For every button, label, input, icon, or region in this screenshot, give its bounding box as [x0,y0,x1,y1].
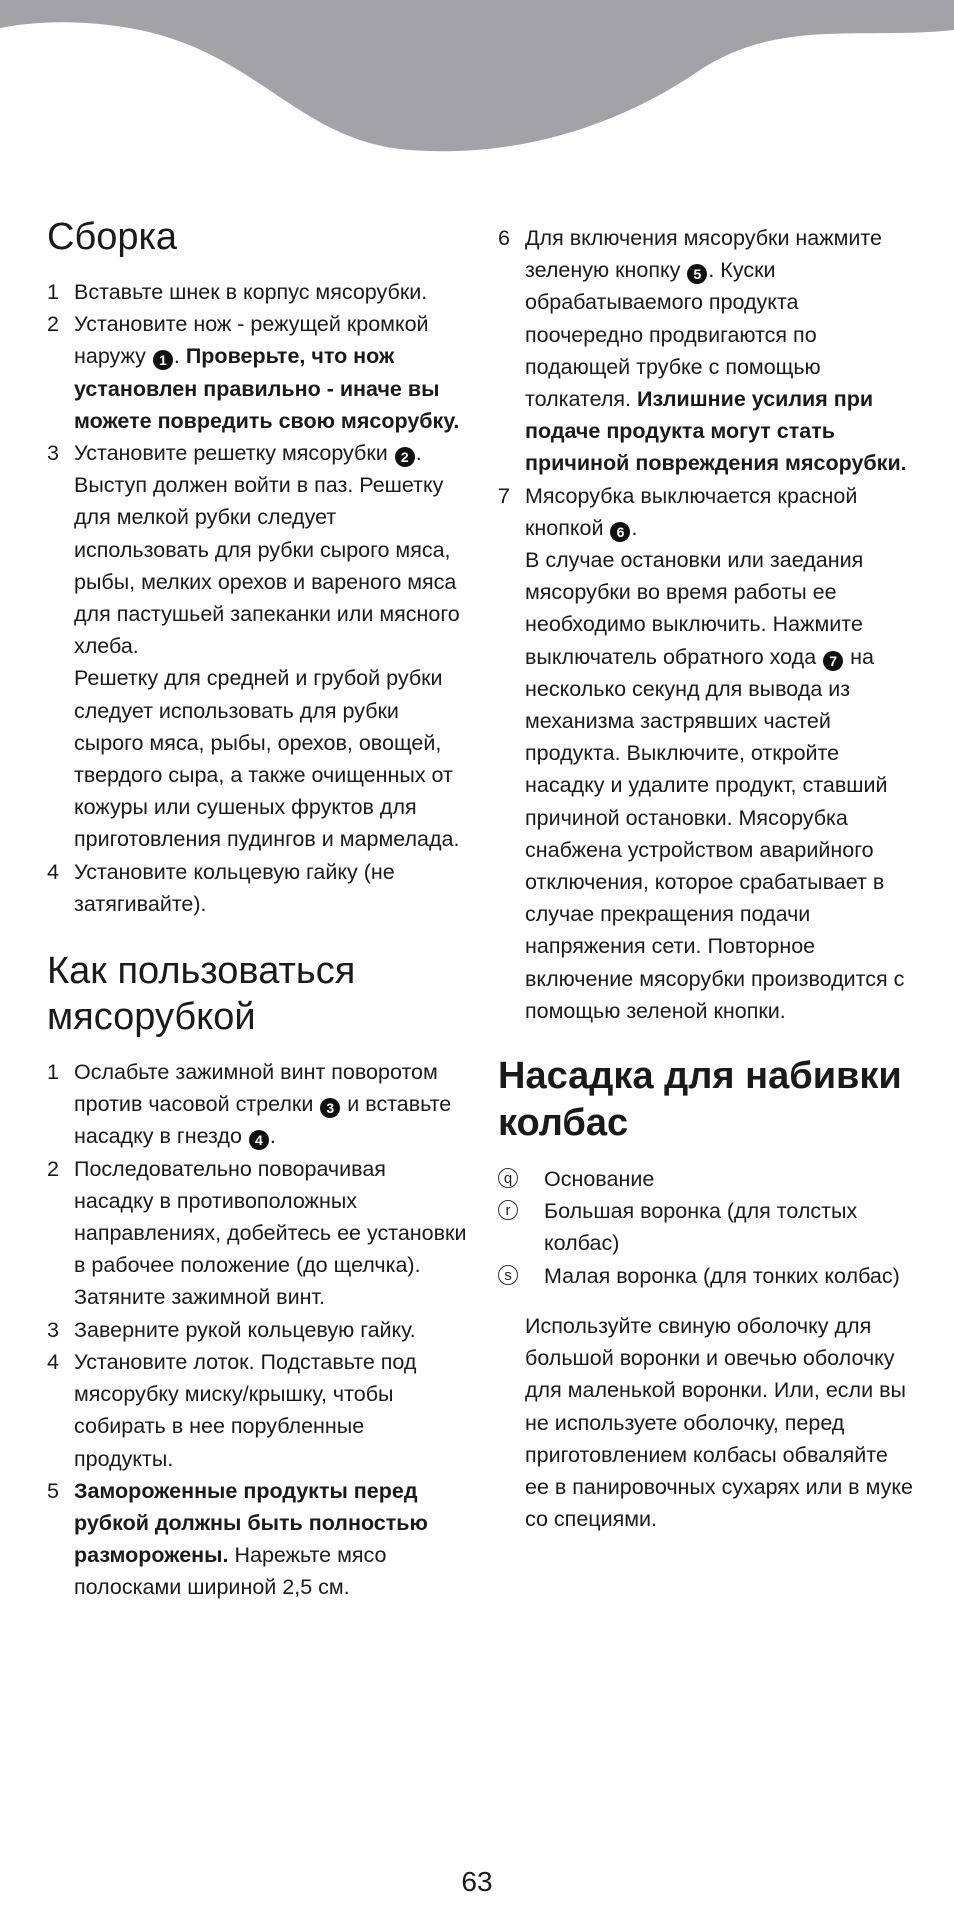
marker-badge: 7 [823,651,843,671]
marker-badge: 6 [610,522,630,542]
part-marker: r [498,1200,518,1220]
part-item: q Основание [498,1163,916,1195]
header-wave-shape [0,0,954,151]
marker-badge: 2 [395,447,415,467]
left-column [47,214,469,1604]
usage-title: Как пользоваться мясорубкой [47,950,356,1039]
sausage-title: Насадка для набивки колбас [498,1055,902,1145]
usage-list-continued [498,222,916,1027]
assembly-title: Сборка [47,216,178,258]
list-item: 4 Установите кольцевую гайку (не затягивайте). [47,859,395,916]
header-wave [0,0,954,160]
marker-badge: 5 [687,264,707,284]
list-item: 3 Заверните рукой кольцевую гайку. [47,1317,416,1342]
list-item: 5 Замороженные продукты перед рубкой должны быть полностью разморожены. Нарежьте мясо полосками шириной 2,5 см. [47,1478,428,1600]
list-item: 6 Для включения мясорубки нажмите зеленую кнопку 5 . Куски обрабатываемого продукта поочередно продвигаются по подающей трубке с помощью толкателя. Излишние усилия при подаче продукта могут стать причиной повреждения мясорубки. [498,226,907,476]
list-item: 4 Установите лоток. Подставьте под мясорубку миску/крышку, чтобы собирать в нее порубленные продукты. [47,1349,417,1471]
sausage-note: Используйте свиную оболочку для большой воронки и овечью оболочку для маленькой воронки. Или, если вы не используете оболочку, перед приготовлением колбасы обваляйте ее в панировочных сухарях или в муке со специями. [525,1313,913,1532]
part-item: r Большая воронка (для толстых колбас) [498,1195,916,1259]
assembly-list [47,276,469,920]
warning-text: Замороженные продукты перед рубкой должны быть полностью разморожены. [74,1478,428,1568]
page-number: 63 [461,1866,493,1897]
warning-text: Излишние усилия при подаче продукта могут стать причиной повреждения мясорубки. [525,387,907,476]
marker-badge: 1 [153,350,173,370]
warning-text: Проверьте, что нож установлен правильно - иначе вы можете повредить свою мясорубку. [74,344,460,433]
list-item: 1 Вставьте шнек в корпус мясорубки. [47,280,428,304]
list-item: 7 Мясорубка выключается красной кнопкой 6 . В случае остановки или заедания мясорубки во время работы ее необходимо выключить. Нажмите выключатель обратного хода 7 на несколько секунд для вывода из механизма застрявших частей продукта. Выключите, откройте насадку и удалите продукт, ставший причиной остановки. Мясорубка снабжена устройством аварийного отключения, которое срабатывает в случае прекращения подачи напряжения сети. Повторное включение мясорубки производится с помощью зеленой кнопки. [498,483,905,1023]
list-item: 3 Установите решетку мясорубки 2 . Выступ должен войти в паз. Решетку для мелкой рубки следует использовать для рубки сырого мяса, рыбы, мелких орехов и вареного мяса для пастушьей запеканки или мясного хлеба. Решетку для средней и грубой рубки следует использовать для рубки сырого мяса, рыбы, орехов, овощей, твердого сыра, а также очищенных от кожуры или сушеных фруктов для приготовления пудингов и мармелада. [47,441,460,852]
part-marker: q [498,1168,518,1188]
usage-list [47,1056,469,1603]
marker-badge: 3 [320,1098,340,1118]
part-item: s Малая воронка (для тонких колбас) [498,1260,916,1292]
list-item: 2 Последовательно поворачивая насадку в противоположных направлениях, добейтесь ее установки в рабочее положение (до щелчка). Затяните зажимной винт. [47,1156,467,1310]
list-item: 2 Установите нож - режущей кромкой наружу 1 . Проверьте, что нож установлен правильно - иначе вы можете повредить свою мясорубку. [47,312,460,433]
part-marker: s [498,1265,518,1285]
parts-list [498,1163,916,1292]
marker-badge: 4 [249,1130,269,1150]
list-item: 1 Ослабьте зажимной винт поворотом против часовой стрелки 3 и вставьте насадку в гнездо 4 . [47,1060,452,1149]
right-column [498,222,916,1535]
